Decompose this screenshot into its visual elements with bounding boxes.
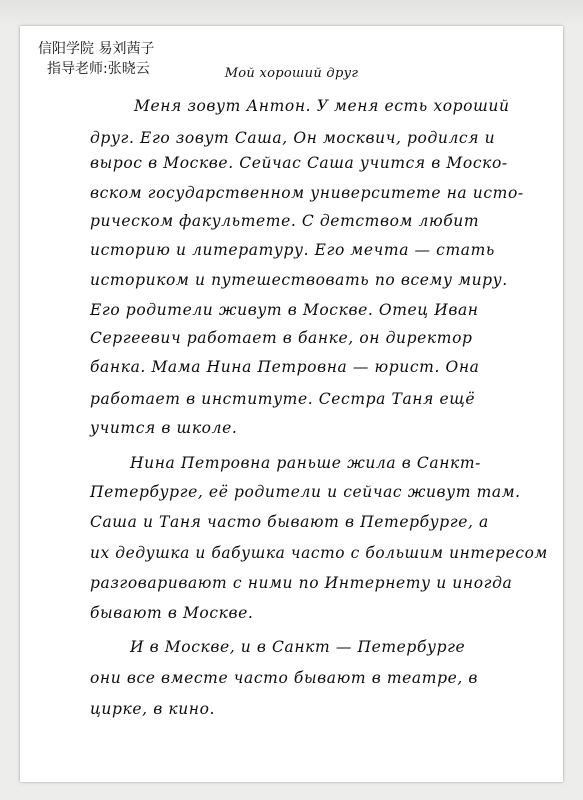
text-line: Меня зовут Антон. У меня есть хороший — [134, 97, 510, 115]
text-line: учится в школе. — [90, 419, 238, 437]
text-line: банка. Мама Нина Петровна — юрист. Она — [90, 358, 480, 376]
text-line: Петербурге, её родители и сейчас живут там. — [90, 483, 521, 501]
text-line: цирке, в кино. — [90, 700, 216, 718]
text-line: историком и путешествовать по всему миру. — [90, 271, 508, 289]
text-line: бывают в Москве. — [90, 604, 254, 622]
text-line: вском государственном университете на исто- — [90, 184, 524, 202]
text-line: их дедушка и бабушка часто с большим интересом — [90, 544, 548, 562]
text-line: они все вместе часто бывают в театре, в — [90, 669, 479, 687]
text-line: разговаривают с ними по Интернету и иногда — [90, 574, 513, 592]
text-line: Его родители живут в Москве. Отец Иван — [90, 301, 479, 319]
text-line: вырос в Москве. Сейчас Саша учится в Моско- — [90, 154, 508, 172]
author-caption: 信阳学院 易刘茜子 — [38, 41, 155, 57]
text-line: Сергеевич работает в банке, он директор — [90, 329, 473, 347]
background-top-shadow — [0, 0, 583, 26]
essay-title: Мой хороший друг — [224, 66, 359, 81]
teacher-caption: 指导老师:张晓云 — [47, 61, 150, 77]
text-line: рическом факультете. С детством любит — [90, 212, 480, 230]
text-line: Саша и Таня часто бывают в Петербурге, а — [90, 513, 489, 531]
text-line: Нина Петровна раньше жила в Санкт- — [130, 454, 482, 472]
text-line: историю и литературу. Его мечта — стать — [90, 241, 495, 259]
text-line: друг. Его зовут Саша, Он москвич, родился и — [90, 129, 496, 147]
text-line: И в Москве, и в Санкт — Петербурге — [130, 638, 466, 656]
text-line: работает в институте. Сестра Таня ещё — [90, 390, 476, 408]
